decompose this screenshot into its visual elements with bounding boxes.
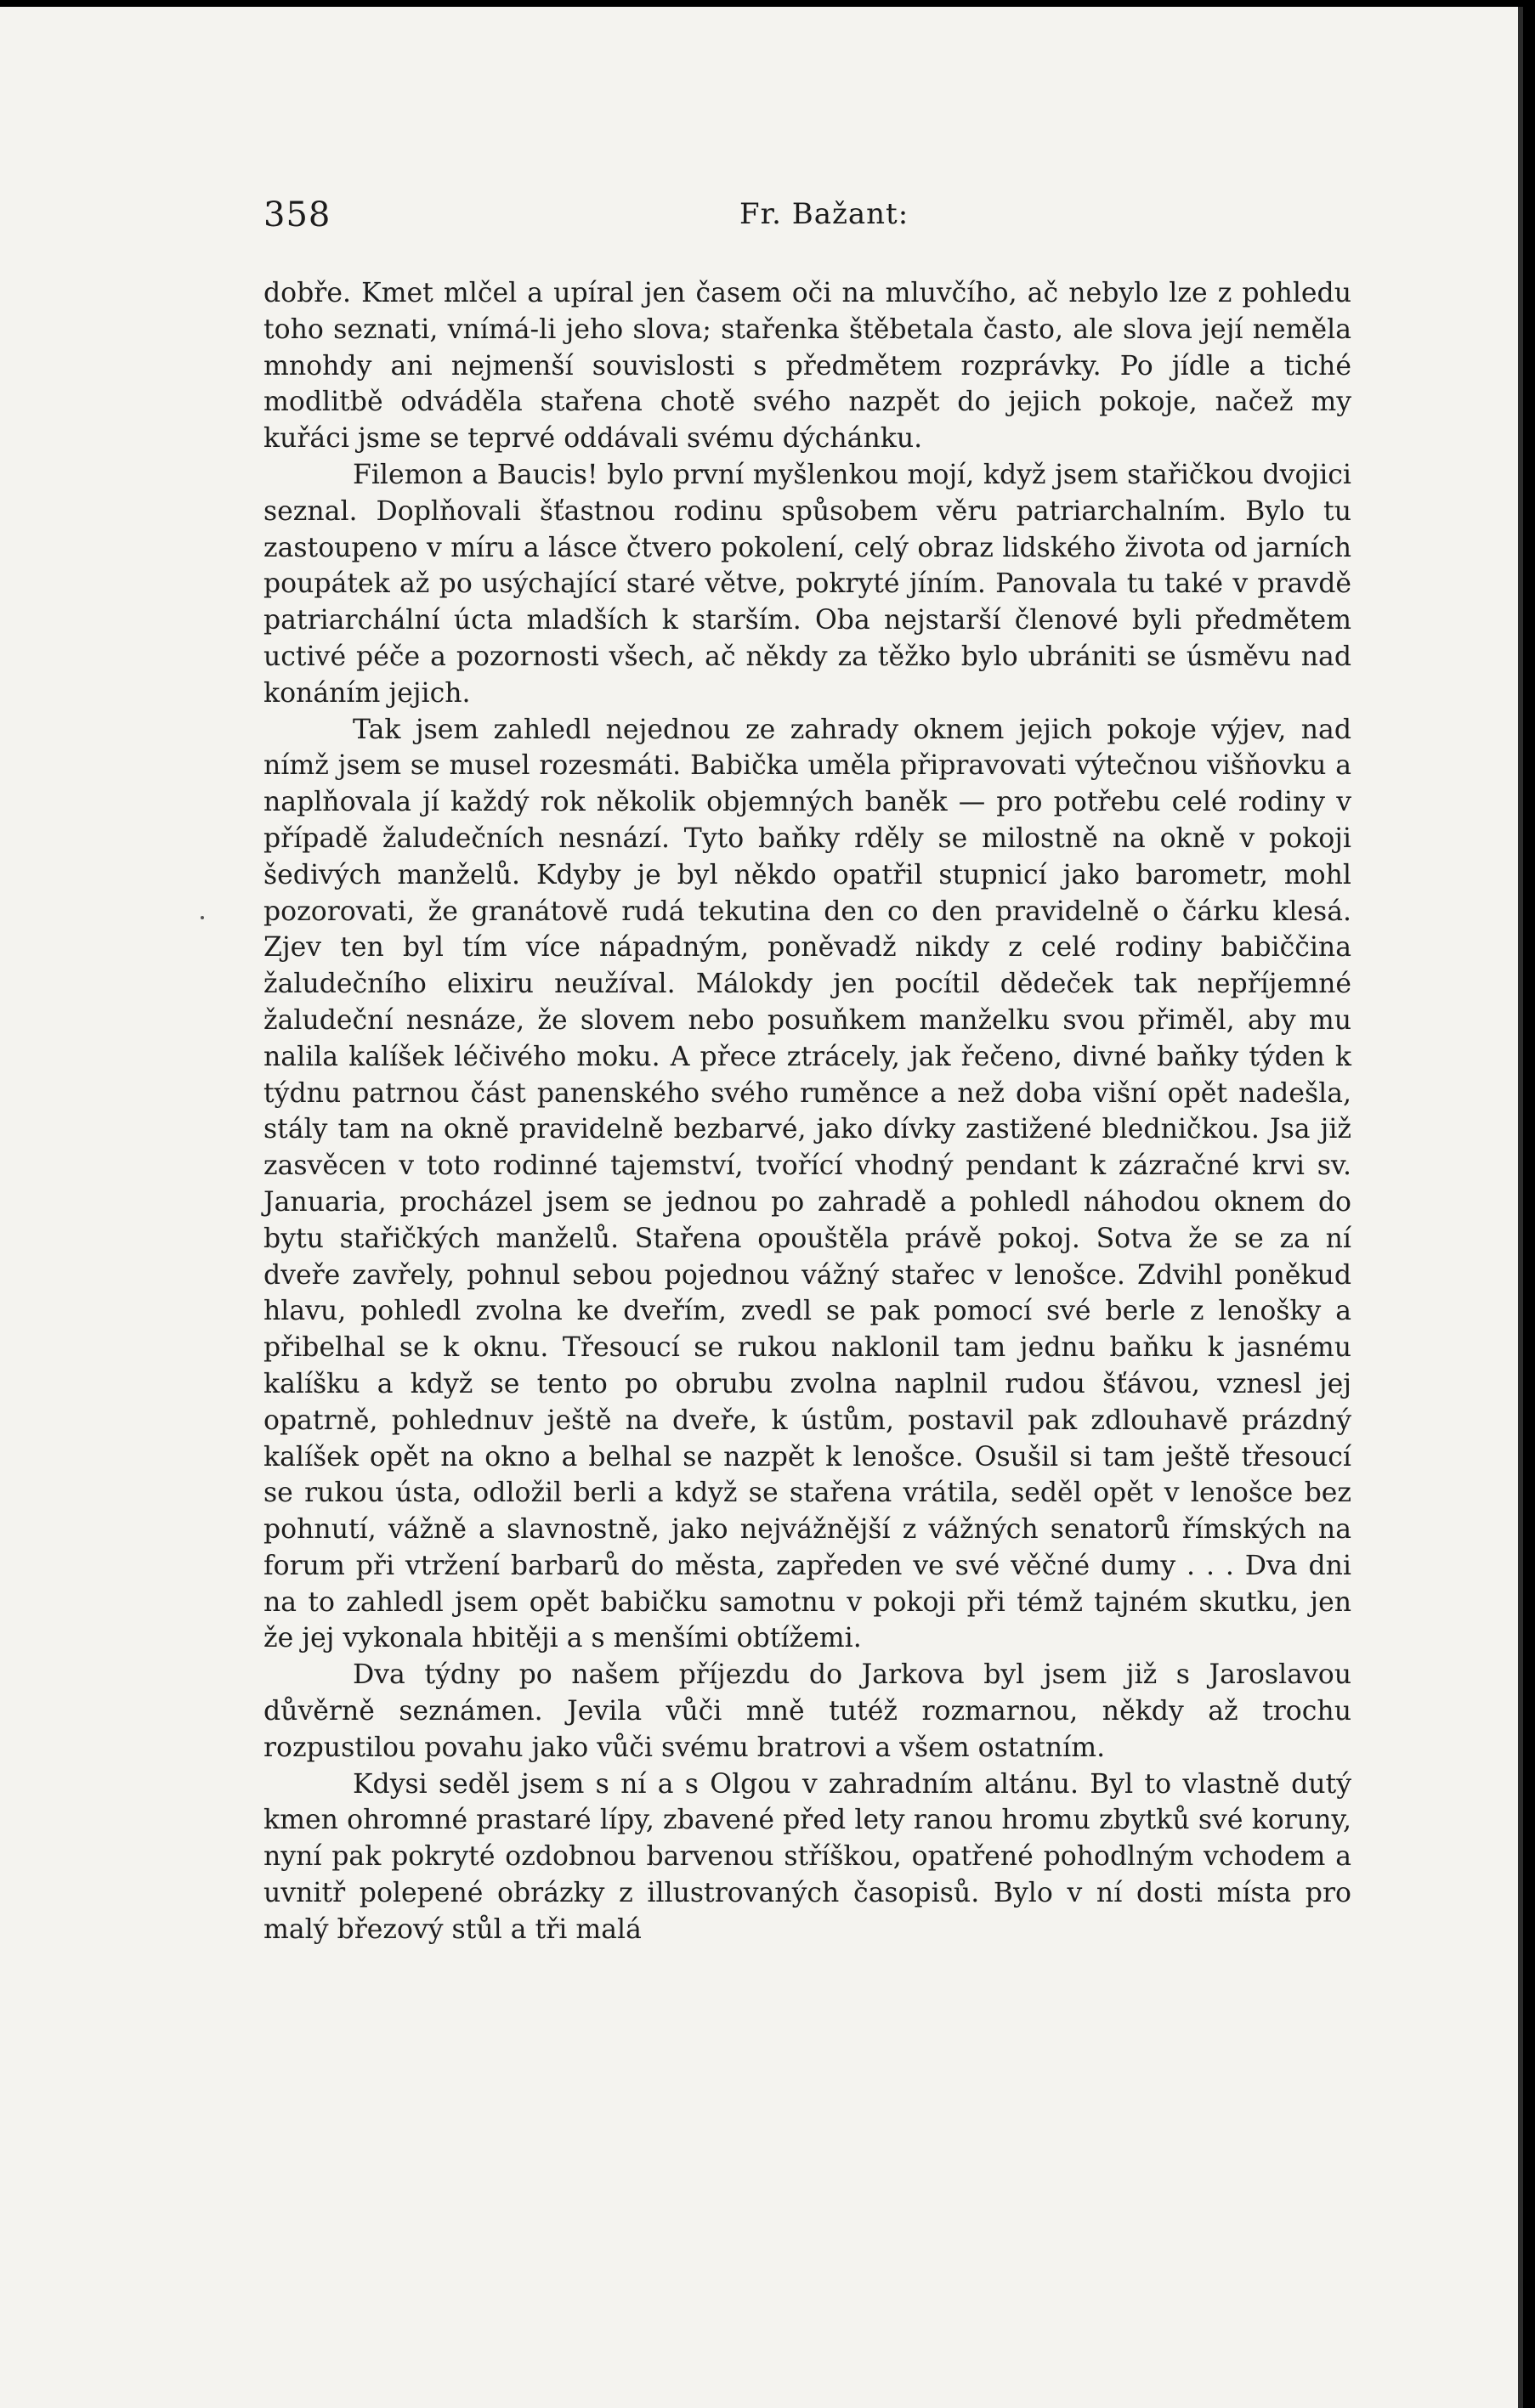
paragraph-3: Tak jsem zahledl nejednou ze zahrady oknem jejich pokoje výjev, nad nímž jsem se musel rozesmáti. Babička uměla připravovati výtečnou višňovku a naplňovala jí každý rok několik objemných baněk — pro potřebu celé rodiny v případě žaludečních nesnází. Tyto baňky rděly se milostně na okně v pokoji šedivých manželů. Kdyby je byl někdo opatřil stupnicí jako barometr, mohl pozorovati, že granátově rudá tekutina den co den pravidelně o čárku klesá. Zjev ten byl tím více nápadným, poněvadž nikdy z celé rodiny babiččina žaludečního elixiru neužíval. Málokdy jen pocítil dědeček tak nepříjemné žaludeční nesnáze, že slovem nebo posuňkem manželku svou přiměl, aby mu nalila kalíšek léčivého moku. A přece ztrácely, jak řečeno, divné baňky týden k týdnu patrnou část panenského svého ruměnce a než doba višní opět nadešla, stály tam na okně pravidelně bezbarvé, jako dívky zastižené bledničkou. Jsa již zasvěcen v toto rodinné tajemství, tvořící vhodný pendant k zázračné krvi sv. Januaria, procházel jsem se jednou po zahradě a pohledl náhodou oknem do bytu stařičkých manželů. Stařena opouštěla právě pokoj. Sotva že se za ní dveře zavřely, pohnul sebou pojednou vážný stařec v lenošce. Zdvihl poněkud hlavu, pohledl zvolna ke dveřím, zvedl se pak pomocí své berle z lenošky a přibelhal se k oknu. Třesoucí se rukou naklonil tam jednu baňku k jasnému kalíšku a když se tento po obrubu zvolna naplnil rudou šťávou, vznesl jej opatrně, pohlednuv ještě na dveře, k ústům, postavil pak zdlouhavě prázdný kalíšek opět na okno a belhal se nazpět k lenošce. Osušil si tam ještě třesoucí se rukou ústa, odložil berli a když se stařena vrátila, seděl opět v lenošce bez pohnutí, vážně a slavnostně, jako nejvážnější z vážných senatorů římských na forum při vtržení barbarů do města, zapředen ve své věčné dumy . . . Dva dni na to zahledl jsem opět babičku samotnu v pokoji při témž tajném skutku, jen že jej vykonala hbitěji a s menšími obtížemi. <box>263 714 1351 1654</box>
page-number: 358 <box>263 195 331 235</box>
page-header <box>263 195 1360 243</box>
paragraph-1: dobře. Kmet mlčel a upíral jen časem oči na mluvčího, ač nebylo lze z pohledu toho seznati, vnímá-li jeho slova; stařenka štěbetala často, ale slova její neměla mnohdy ani nejmenší souvislosti s předmětem rozprávky. Po jídle a tiché modlitbě odváděla stařena chotě svého nazpět do jejich pokoje, načež my kuřáci jsme se teprvé oddávali svému dýchánku. <box>263 278 1351 455</box>
running-head: Fr. Bažant: <box>739 197 909 231</box>
body-text <box>263 275 1351 1948</box>
paper-speck <box>201 916 204 919</box>
book-page <box>0 7 1523 2408</box>
paragraph-5: Kdysi seděl jsem s ní a s Olgou v zahradním altánu. Byl to vlastně dutý kmen ohromné prastaré lípy, zbavené před lety ranou hromu zbytků své koruny, nyní pak pokryté ozdobnou barvenou stříškou, opatřené pohodlným vchodem a uvnitř polepené obrázky z illustrovaných časopisů. Bylo v ní dosti místa pro malý březový stůl a tři malá <box>263 1768 1351 1945</box>
paragraph-4: Dva týdny po našem příjezdu do Jarkova byl jsem již s Jaroslavou důvěrně seznámen. Jevila vůči mně tutéž rozmarnou, někdy až trochu rozpustilou povahu jako vůči svému bratrovi a všem ostatním. <box>263 1659 1351 1763</box>
paragraph-2: Filemon a Baucis! bylo první myšlenkou mojí, když jsem stařičkou dvojici seznal. Doplňovali šťastnou rodinu spůsobem věru patriarchalním. Bylo tu zastoupeno v míru a lásce čtvero pokolení, celý obraz lidského života od jarních poupátek až po usýchající staré větve, pokryté jíním. Panovala tu také v pravdě patriarchální úcta mladších k starším. Oba nejstarší členové byli předmětem uctivé péče a pozornosti všech, ač někdy za těžko bylo ubrániti se úsměvu nad konáním jejich. <box>263 459 1351 709</box>
